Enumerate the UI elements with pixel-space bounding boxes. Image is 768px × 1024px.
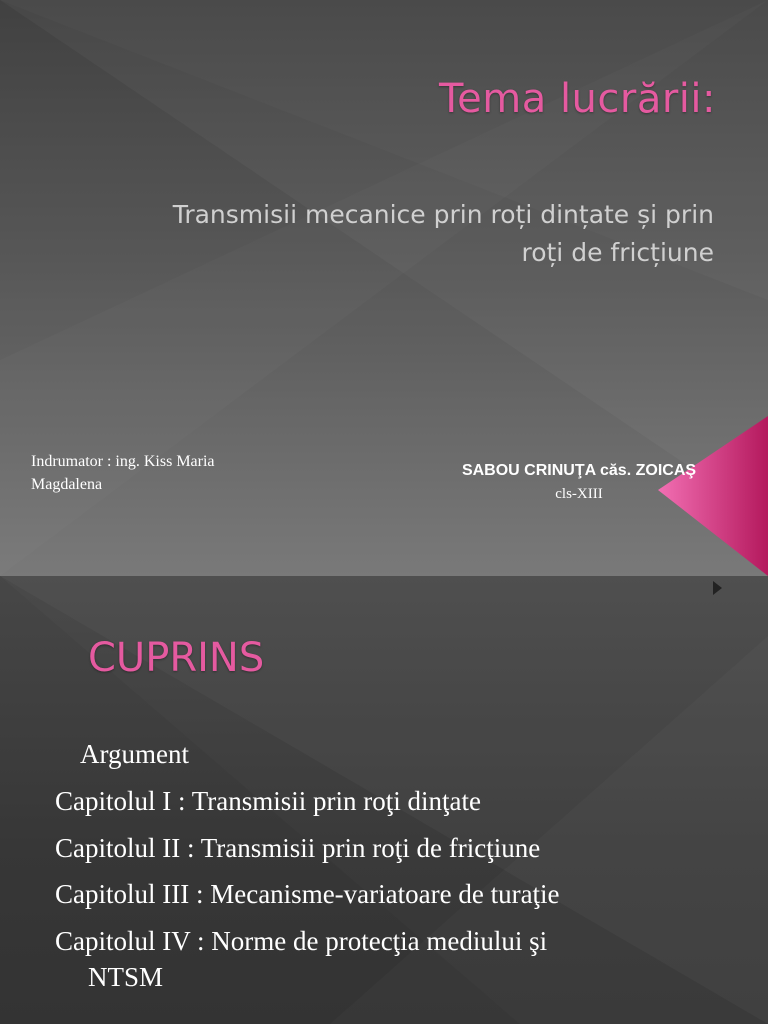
author-name: SABOU CRINUŢA căs. ZOICAŞ	[461, 462, 697, 479]
list-item: Capitolul III : Mecanisme-variatoare de turaţie	[55, 879, 560, 909]
subtitle-line-1: Transmisii mecanice prin roți dințate și prin	[172, 200, 714, 229]
slide-title: Tema lucrării:	[439, 76, 716, 122]
list-item: NTSM	[88, 962, 164, 992]
list-item: Argument	[80, 739, 189, 769]
instructor-line-1: Indrumator : ing. Kiss Maria	[31, 453, 215, 470]
contents-slide	[0, 576, 768, 1024]
subtitle-line-2: roți de fricțiune	[521, 238, 714, 267]
list-item: Capitolul IV : Norme de protecţia mediului şi	[55, 926, 548, 956]
contents-title: CUPRINS	[88, 635, 265, 681]
list-item: Capitolul I : Transmisii prin roţi dinţate	[55, 786, 482, 816]
slide-subtitle	[24, 196, 714, 272]
author-class: cls-XIII	[555, 486, 603, 502]
instructor-line-2: Magdalena	[31, 476, 103, 493]
list-item: Capitolul II : Transmisii prin roţi de fricţiune	[55, 833, 541, 863]
instructor-text	[31, 450, 281, 496]
